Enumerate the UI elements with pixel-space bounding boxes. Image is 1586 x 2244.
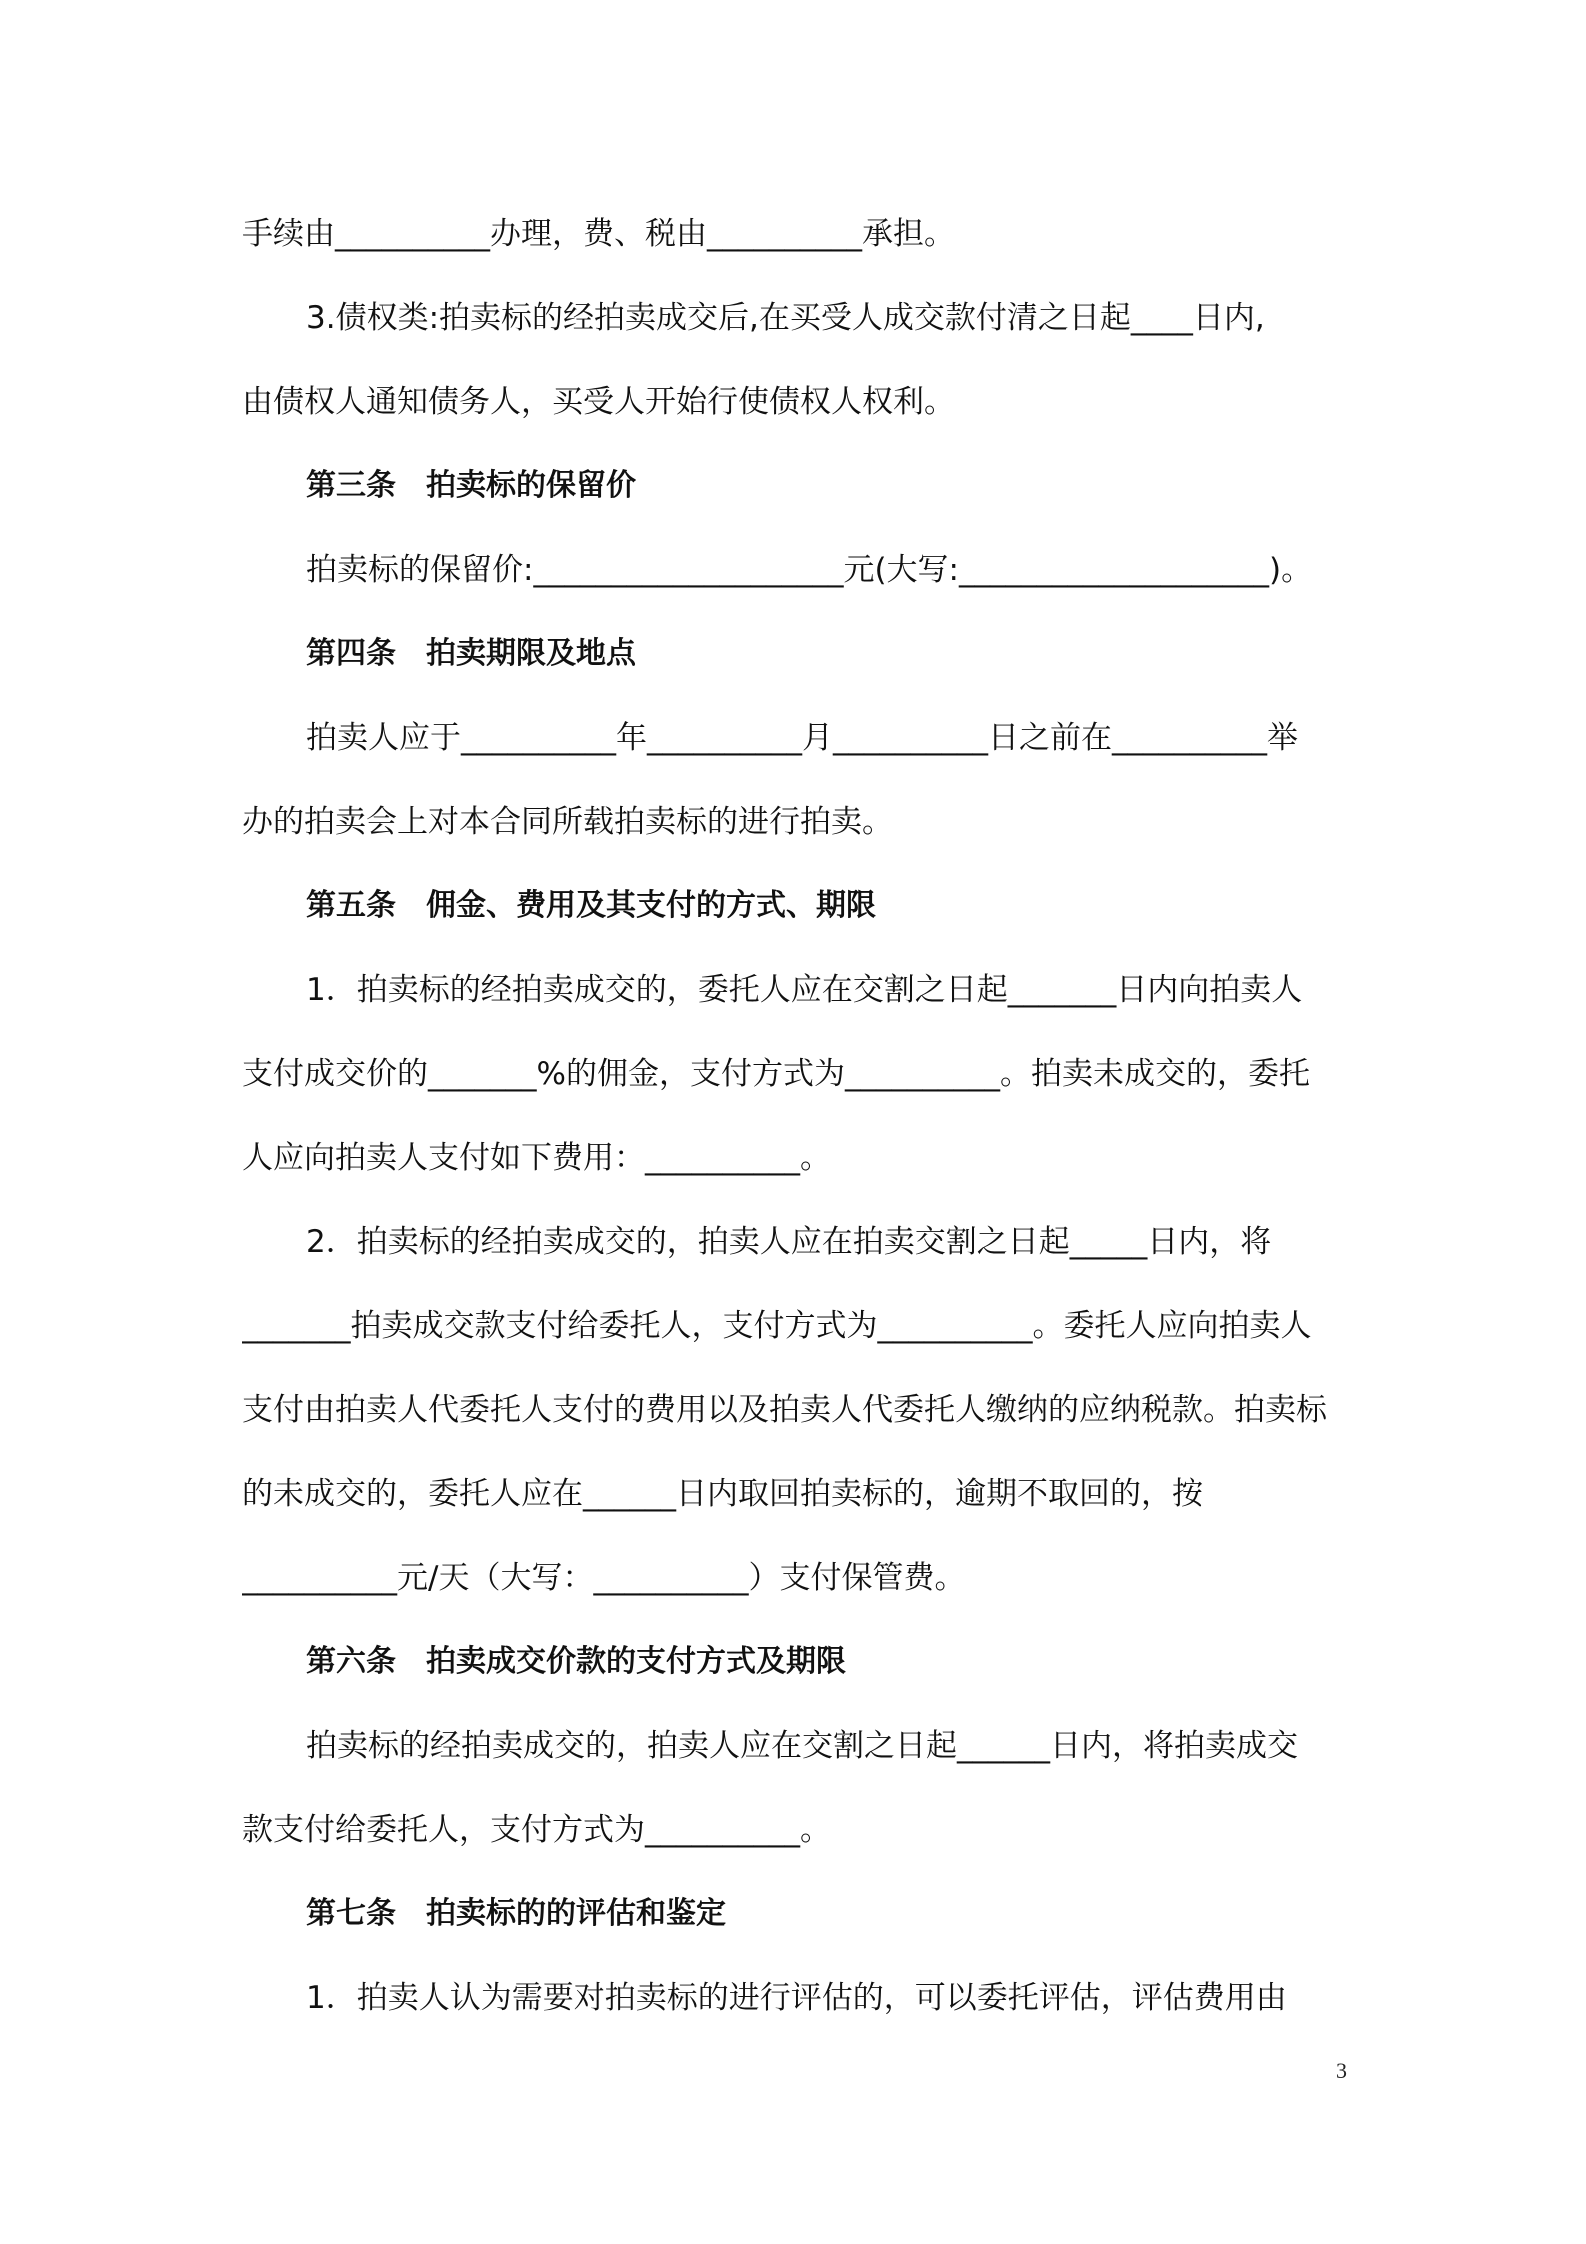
paragraph-line: __________元/天（大写：__________）支付保管费。 [242,1560,966,1596]
article-heading: 第七条 拍卖标的的评估和鉴定 [306,1896,726,1931]
paragraph-line: 拍卖标的经拍卖成交的，拍卖人应在交割之日起______日内，将拍卖成交 [306,1728,1298,1764]
paragraph-line: 2．拍卖标的经拍卖成交的，拍卖人应在拍卖交割之日起_____日内，将 [306,1224,1272,1260]
document-body [242,192,1357,2040]
paragraph-line: 拍卖人应于__________年__________月__________日之前在__________举 [306,720,1298,756]
paragraph-line: 支付成交价的_______%的佣金，支付方式为__________。拍卖未成交的，委托 [242,1056,1310,1092]
paragraph-line: 支付由拍卖人代委托人支付的费用以及拍卖人代委托人缴纳的应纳税款。拍卖标 [242,1392,1327,1428]
paragraph-line: 由债权人通知债务人，买受人开始行使债权人权利。 [242,384,955,420]
article-heading: 第五条 佣金、费用及其支付的方式、期限 [306,888,876,923]
article-heading: 第六条 拍卖成交价款的支付方式及期限 [306,1644,846,1679]
article-heading: 第四条 拍卖期限及地点 [306,636,636,671]
paragraph-line: 人应向拍卖人支付如下费用：__________。 [242,1140,831,1176]
page-number: 3 [1336,2058,1347,2083]
paragraph-line: 1．拍卖标的经拍卖成交的，委托人应在交割之日起_______日内向拍卖人 [306,972,1303,1008]
article-heading: 第三条 拍卖标的保留价 [306,468,636,503]
paragraph-line: 办的拍卖会上对本合同所载拍卖标的进行拍卖。 [242,804,893,840]
paragraph-line: 的未成交的，委托人应在______日内取回拍卖标的，逾期不取回的，按 [242,1476,1203,1512]
paragraph-line: 手续由__________办理，费、税由__________承担。 [242,216,955,252]
paragraph-line: 1．拍卖人认为需要对拍卖标的进行评估的，可以委托评估，评估费用由 [306,1980,1287,2016]
paragraph-line: 款支付给委托人，支付方式为__________。 [242,1812,831,1848]
paragraph-line: _______拍卖成交款支付给委托人，支付方式为__________。委托人应向拍卖人 [242,1308,1312,1344]
paragraph-line: 拍卖标的保留价:____________________元(大写:____________________)。 [306,552,1313,588]
paragraph-line: 3.债权类:拍卖标的经拍卖成交后,在买受人成交款付清之日起____日内, [306,300,1265,336]
